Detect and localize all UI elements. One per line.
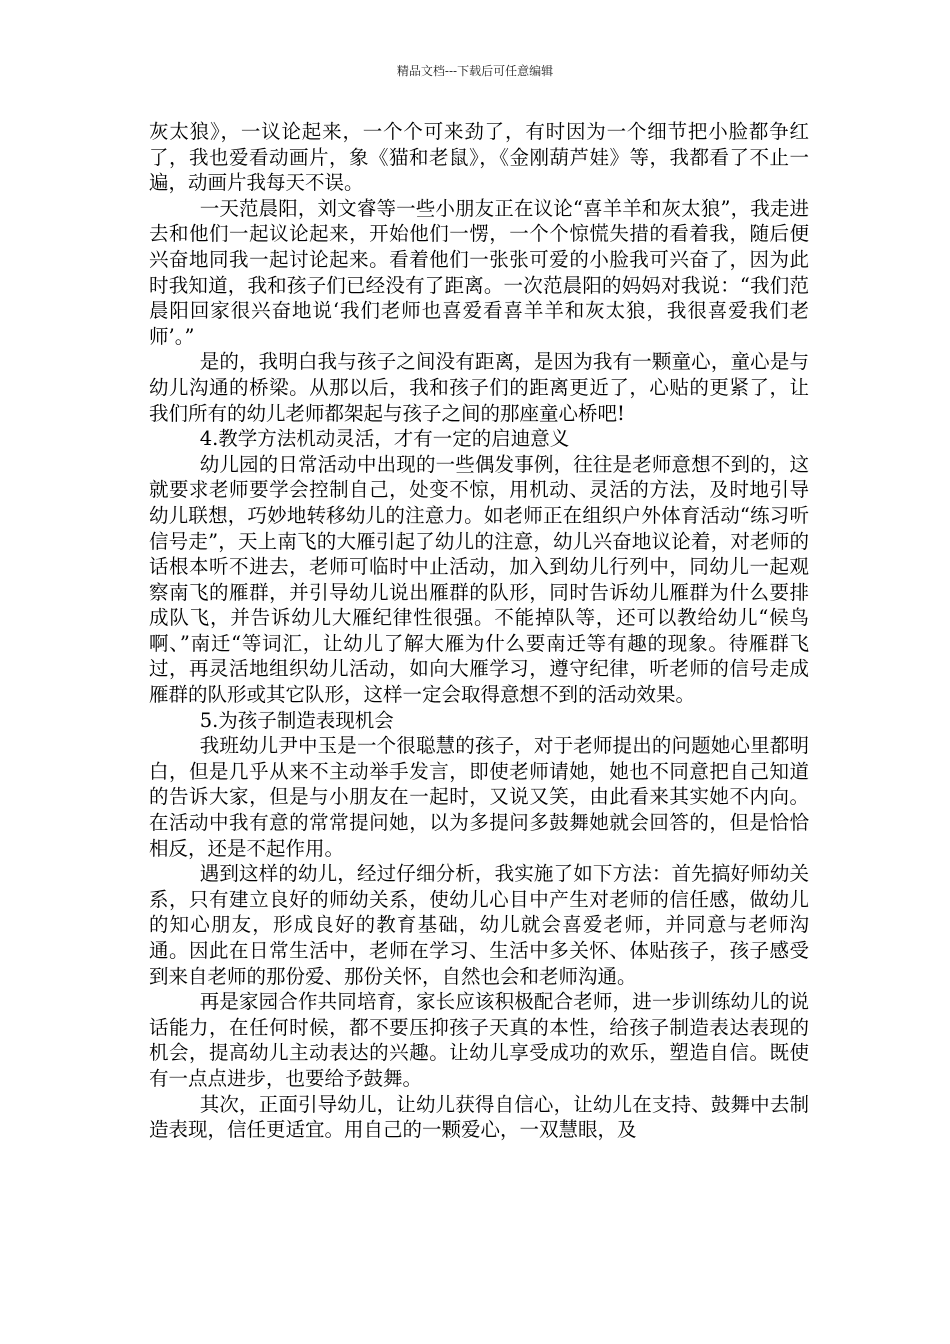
paragraph: 幼儿园的日常活动中出现的一些偶发事例，往往是老师意想不到的，这就要求老师要学会控制自己，处变不惊，用机动、灵活的方法，及时地引导幼儿联想，巧妙地转移幼儿的注意力。如老师正在组织户外体育活动“练习听信号走”，天上南飞的大雁引起了幼儿的注意，幼儿兴奋地议论着，对老师的话根本听不进去，老师可临时中止活动，加入到幼儿行列中，同幼儿一起观察南飞的雁群，并引导幼儿说出雁群的队形，同时告诉幼儿雁群为什么要排成队飞，并告诉幼儿大雁纪律性很强。不能掉队等，还可以教给幼儿“候鸟啊、”南迁“等词汇，让幼儿了解大雁为什么要南迁等有趣的现象。待雁群飞过，再灵活地组织幼儿活动，如向大雁学习，遵守纪律，听老师的信号走成雁群的队形或其它队形，这样一定会取得意想不到的活动效果。: [149, 452, 809, 707]
paragraph: 一天范晨阳，刘文睿等一些小朋友正在议论“喜羊羊和灰太狼”，我走进去和他们一起议论起来，开始他们一愣，一个个惊慌失措的看着我，随后便兴奋地同我一起讨论起来。看着他们一张张可爱的小脸我可兴奋了，因为此时我知道，我和孩子们已经没有了距离。一次范晨阳的妈妈对我说：“我们范晨阳回家很兴奋地说‘我们老师也喜爱看喜羊羊和灰太狼，我很喜爱我们老师’。”: [149, 196, 809, 348]
paragraph: 灰太狼》，一议论起来，一个个可来劲了，有时因为一个细节把小脸都争红了，我也爱看动画片，象《猫和老鼠》，《金刚葫芦娃》等，我都看了不止一遍，动画片我每天不误。: [149, 120, 809, 195]
paragraph: 其次，正面引导幼儿，让幼儿获得自信心，让幼儿在支持、鼓舞中去制造表现，信任更适宜。用自己的一颗爱心，一双慧眼，及: [149, 1092, 809, 1142]
paragraph: 是的，我明白我与孩子之间没有距离，是因为我有一颗童心，童心是与幼儿沟通的桥梁。从那以后，我和孩子们的距离更近了，心贴的更紧了，让我们所有的幼儿老师都架起与孩子之间的那座童心桥吧!: [149, 350, 809, 425]
section-heading: 5.为孩子制造表现机会: [199, 708, 394, 732]
paragraph: 遇到这样的幼儿，经过仔细分析，我实施了如下方法：首先搞好师幼关系，只有建立良好的师幼关系，使幼儿心目中产生对老师的信任感，做幼儿的知心朋友，形成良好的教育基础，幼儿就会喜爱老师，并同意与老师沟通。因此在日常生活中，老师在学习、生活中多关怀、体贴孩子，孩子感受到来自老师的那份爱、那份关怀，自然也会和老师沟通。: [149, 862, 809, 988]
page-header: 精品文档---下载后可任意编辑: [396, 64, 554, 78]
section-heading: 4.教学方法机动灵活，才有一定的启迪意义: [199, 427, 570, 451]
paragraph: 我班幼儿尹中玉是一个很聪慧的孩子，对于老师提出的问题她心里都明白，但是几乎从来不主动举手发言，即使老师请她，她也不同意把自己知道的告诉大家，但是与小朋友在一起时，又说又笑，由此看来其实她不内向。在活动中我有意的常常提问她，以为多提问多鼓舞她就会回答的，但是恰恰相反，还是不起作用。: [149, 734, 809, 860]
paragraph: 再是家园合作共同培育，家长应该积极配合老师，进一步训练幼儿的说话能力，在任何时候，都不要压抑孩子天真的本性，给孩子制造表达表现的机会，提高幼儿主动表达的兴趣。让幼儿享受成功的欢乐，塑造自信。既使有一点点进步，也要给予鼓舞。: [149, 990, 809, 1090]
document-body: [149, 119, 809, 1143]
